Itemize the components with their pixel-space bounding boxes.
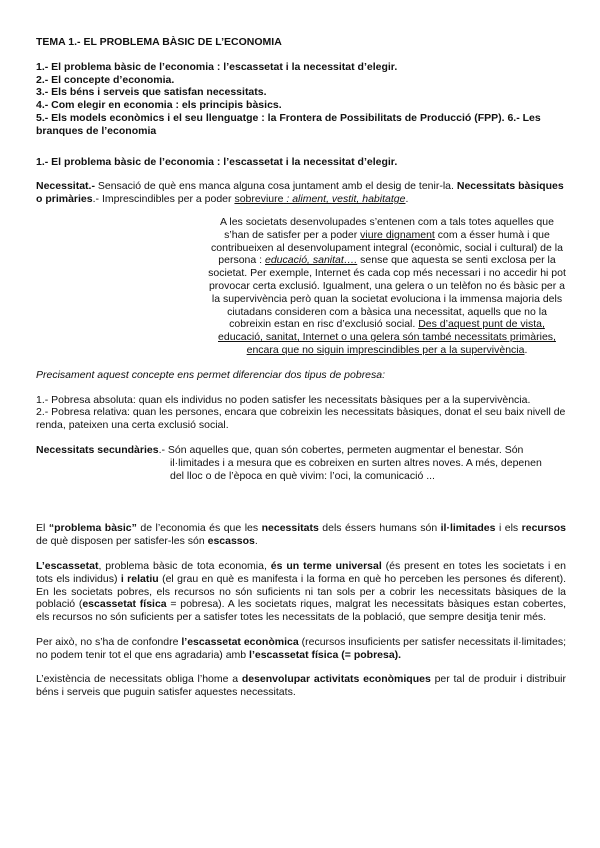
toc-item: 3.- Els béns i serveis que satisfan necessitats.: [36, 86, 267, 99]
toc-item: 2.- El concepte d’economia.: [36, 73, 175, 86]
basiques-examples: : aliment, vestit, habitatge: [283, 193, 406, 206]
bold-text: i relatiu: [120, 572, 159, 585]
bold-text: escassetat física: [82, 598, 167, 611]
societats-text-2: com a ésser humà i que contribueixen al desenvolupament integral (econòmic, social i cultural) de la persona :: [211, 228, 563, 267]
bold-text: “problema bàsic”: [48, 522, 137, 535]
problema-paragraph: [36, 522, 566, 548]
escassetat-paragraph: [36, 560, 566, 624]
societats-underline-3: Des d’aquest punt de vista, educació, sanitat, Internet o una gelera són també necessitats primàries, encara que no siguin imprescindibles per a la supervivència: [218, 318, 556, 356]
bold-text: escassos: [207, 535, 255, 548]
secundaries-line-1: .- Són aquelles que, quan són cobertes, permeten augmentar el benestar. Són: [158, 443, 524, 456]
bold-text: desenvolupar activitats econòmiques: [241, 673, 431, 686]
necessitat-label: Necessitat.-: [36, 180, 95, 193]
text: (el grau en què es manifesta i la forma en què ho perceben les persones és diferent). En les societats pobres, els recursos no són suficients ni tan sols per a cobrir les necessitats bàsiques de la població (: [36, 572, 566, 611]
existencia-paragraph: [36, 673, 566, 699]
text: El: [36, 522, 49, 535]
list-item: 2.- Pobresa relativa: quan les persones, encara que cobreixin les necessitats bàsiques, donat el seu baix nivell de renda, pateixen una certa exclusió social.: [36, 406, 566, 432]
text: = pobresa). A les societats riques, malgrat les necessitats bàsiques estan cobertes, els recursos no són suficients per a satisfer totes les necessitats de la població, que sempre desitja tenir més.: [36, 598, 566, 624]
bold-text: il·limitades: [440, 522, 496, 535]
secundaries-line-2: il·limitades i a mesura que es cobreixen en surten altres noves. A més, depenen: [170, 456, 542, 469]
pobresa-intro: Precisament aquest concepte ens permet diferenciar dos tipus de pobresa:: [36, 368, 386, 381]
text: Per això, no s’ha de confondre: [36, 635, 182, 648]
secundaries-label: Necessitats secundàries: [36, 443, 159, 456]
text: dels éssers humans són: [318, 522, 441, 535]
section-heading: 1.- El problema bàsic de l’economia : l’escassetat i la necessitat d’elegir.: [36, 155, 398, 168]
secundaries-line-3: del lloc o de l’època en què vivim: l’oci, la comunicació ...: [170, 469, 435, 482]
text: de l’economia és que les: [136, 522, 262, 535]
page-title: TEMA 1.- EL PROBLEMA BÀSIC DE L’ECONOMIA: [36, 36, 282, 48]
bold-text: necessitats: [261, 522, 319, 535]
text: .: [254, 535, 258, 548]
document-page: [36, 36, 566, 711]
societats-paragraph: [208, 216, 566, 357]
basiques-text: .- Imprescindibles per a poder: [92, 193, 235, 206]
text: i els: [495, 522, 522, 535]
text: per tal de produir i distribuir béns i serveis que puguin satisfer aquestes necessitats.: [36, 673, 566, 699]
bold-text: L’escassetat: [36, 559, 99, 572]
text: (recursos insuficients per satisfer necessitats il·limitades; no podem tenir tot el que ens agradaria) amb: [36, 635, 566, 661]
basiques-end: .: [405, 193, 409, 206]
pobresa-list: [36, 394, 566, 432]
basiques-label: Necessitats bàsiques o primàries: [36, 180, 564, 206]
societats-text-1: A les societats desenvolupades s’entenen com a tals totes aquelles que s’han de satisfer per a poder: [220, 215, 554, 241]
societats-text-3: sense que aquesta se senti exclosa per la societat. Per exemple, Internet és cada cop més necessari i no accedir hi pot provocar certa exclusió. Igualment, una gelera o un telèfon no és bàsic per a la supervivència però quan la societat evoluciona i la immensa majoria dels ciutadans consideren com a bàsica una necessitat, aquells que no la cobreixin estan en risc d’exclusió social.: [208, 254, 566, 331]
necessitat-text: Sensació de què ens manca alguna cosa juntament amb el desig de tenir-la.: [94, 180, 457, 193]
toc-item: 4.- Com elegir en economia : els principis bàsics.: [36, 99, 282, 112]
table-of-contents: [36, 61, 566, 138]
bold-text: l’escassetat física (= pobresa).: [249, 648, 402, 661]
toc-item: 5.- Els models econòmics i el seu llenguatge : la Frontera de Possibilitats de Producció (FPP). 6.- Les branques de l’economia: [36, 111, 541, 137]
text: , problema bàsic de tota economia,: [98, 559, 271, 572]
toc-item: 1.- El problema bàsic de l’economia : l’escassetat i la necessitat d’elegir.: [36, 60, 398, 73]
bold-text: és un terme universal: [270, 559, 382, 572]
societats-underline-2: educació, sanitat….: [265, 254, 358, 267]
societats-end: .: [524, 343, 528, 356]
confondre-paragraph: [36, 636, 566, 662]
text: de què disposen per satisfer-les són: [36, 535, 208, 548]
text: L’existència de necessitats obliga l’home a: [36, 673, 242, 686]
societats-underline-1: viure dignament: [360, 228, 435, 241]
basiques-underline: sobreviure: [234, 193, 284, 206]
bold-text: recursos: [521, 522, 566, 535]
bold-text: l’escassetat econòmica: [181, 635, 299, 648]
text: (és present en totes les societats i en tots els individus): [36, 559, 566, 585]
list-item: 1.- Pobresa absoluta: quan els individus no poden satisfer les necessitats bàsiques per a la supervivència.: [36, 393, 531, 406]
secundaries-definition: [36, 444, 566, 482]
necessitat-definition: [36, 180, 566, 206]
